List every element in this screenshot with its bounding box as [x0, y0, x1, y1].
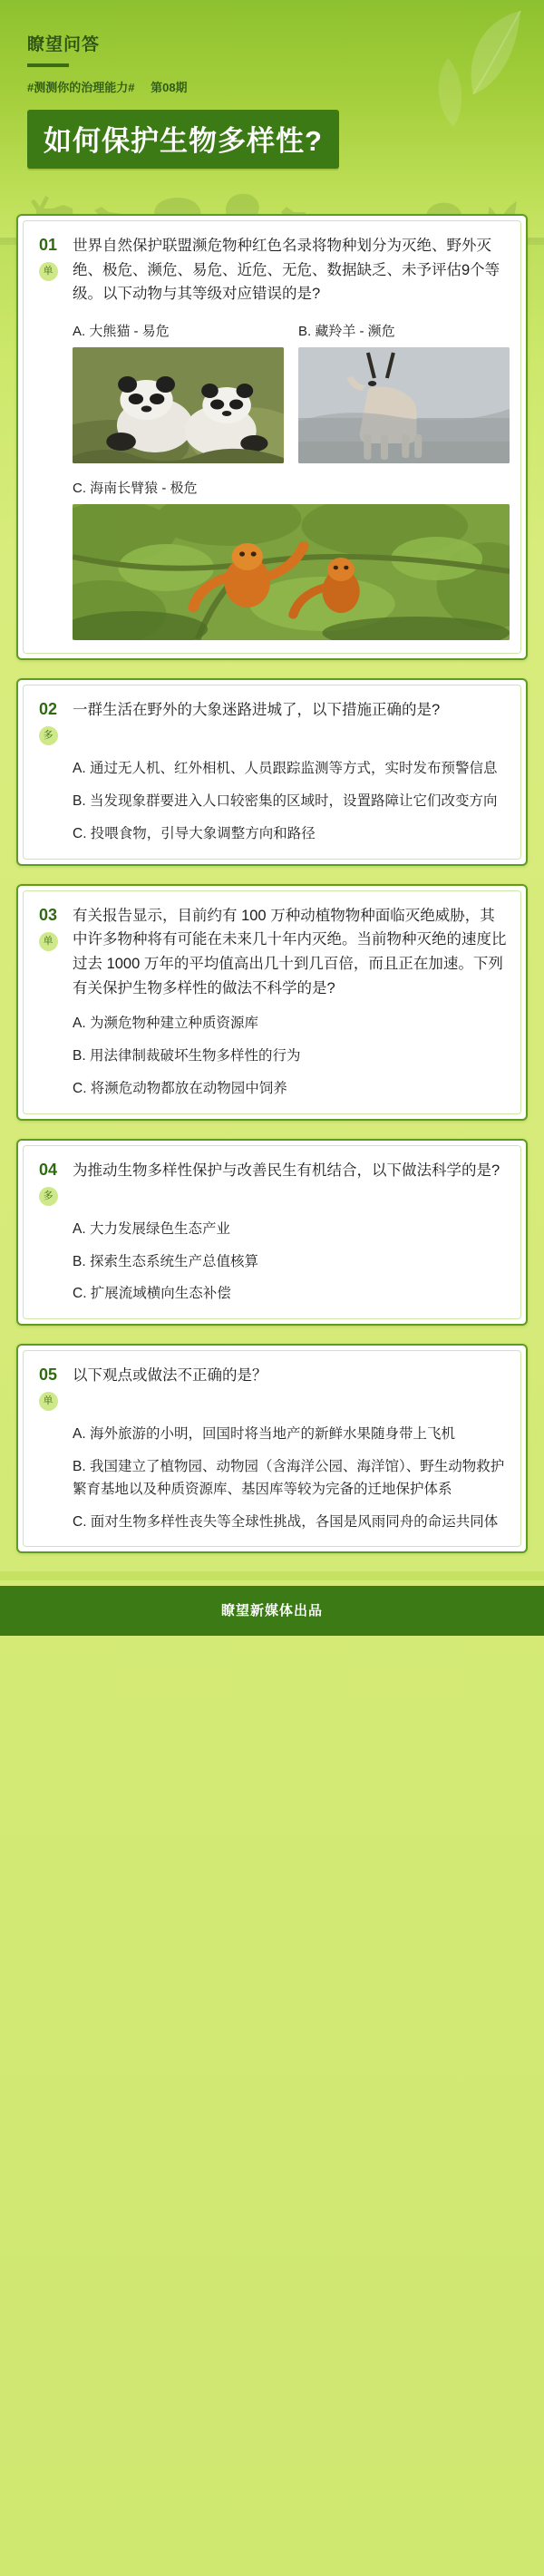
question-number: 02 — [38, 700, 58, 719]
question-header — [34, 904, 510, 1001]
option-caption: B. 藏羚羊 - 濒危 — [298, 324, 395, 340]
issue-label: 第08期 — [151, 81, 188, 94]
question-number: 03 — [38, 905, 58, 924]
antelope-photo — [298, 347, 510, 463]
option-b[interactable]: B. 探索生态系统生产总值核算 — [73, 1253, 258, 1269]
question-text: 有关报告显示，目前约有 100 万种动植物物种面临灭绝威胁，其中许多物种将有可能在未来几十年内灭绝。当前物种灭绝的速度比过去 1000 万年的平均值高出几十到几百倍，而且正在加速。下列有关保护生物多样性的做法不科学的是? — [73, 907, 507, 996]
question-header — [34, 234, 510, 306]
question-header — [34, 1159, 510, 1206]
image-options — [34, 321, 510, 640]
question-meta — [34, 234, 62, 281]
options-list — [34, 758, 510, 845]
options-list — [34, 1219, 510, 1306]
option-a[interactable]: A. 为濒危物种建立种质资源库 — [73, 1016, 258, 1032]
question-number: 05 — [38, 1366, 58, 1385]
question-type-badge: 多 — [39, 1187, 58, 1206]
question-number: 01 — [38, 236, 58, 254]
question-type-badge: 单 — [39, 262, 58, 281]
question-type-badge: 单 — [39, 1392, 58, 1411]
question-card-05 — [16, 1344, 528, 1553]
image-option-c[interactable] — [73, 478, 510, 640]
question-meta — [34, 904, 62, 951]
question-type-badge: 单 — [39, 932, 58, 951]
option-c[interactable]: C. 扩展流域横向生态补偿 — [73, 1286, 231, 1302]
page-title: 如何保护生物多样性? — [27, 110, 339, 169]
brand-name: 瞭望问答 — [27, 35, 101, 54]
option-b[interactable]: B. 当发现象群要进入人口较密集的区域时，设置路障让它们改变方向 — [73, 792, 498, 809]
brand-divider — [27, 63, 69, 67]
question-header — [34, 698, 510, 745]
question-meta — [34, 698, 62, 745]
option-a[interactable]: A. 大力发展绿色生态产业 — [73, 1220, 230, 1237]
question-number: 04 — [38, 1160, 58, 1179]
question-text: 以下观点或做法不正确的是？ — [73, 1367, 267, 1385]
option-caption: C. 海南长臂猿 - 极危 — [73, 481, 198, 497]
question-text: 为推动生物多样性保护与改善民生有机结合，以下做法科学的是? — [73, 1162, 500, 1179]
options-list — [34, 1013, 510, 1100]
question-card-02 — [16, 678, 528, 865]
option-caption: A. 大熊猫 - 易危 — [73, 324, 170, 340]
option-b[interactable]: B. 我国建立了植物园、动物园（含海洋公园、海洋馆）、野生动物救护繁育基地以及种质资源库、基因库等较为完备的迁地保护体系 — [73, 1459, 505, 1497]
image-option-a[interactable] — [73, 321, 284, 463]
image-option-row — [73, 321, 510, 463]
option-a[interactable]: A. 通过无人机、红外相机、人员跟踪监测等方式，实时发布预警信息 — [73, 761, 498, 777]
hashtag-label: #测测你的治理能力# — [27, 81, 135, 94]
question-header — [34, 1364, 510, 1411]
option-c[interactable]: C. 将濒危动物都放在动物园中饲养 — [73, 1081, 287, 1097]
question-text: 世界自然保护联盟濒危物种红色名录将物种划分为灭绝、野外灭绝、极危、濒危、易危、近危、无危、数据缺乏、未予评估9个等级。以下动物与其等级对应错误的是? — [73, 238, 500, 303]
footer-strip — [0, 1571, 544, 1580]
question-card-04 — [16, 1139, 528, 1326]
question-card-03 — [16, 884, 528, 1121]
options-list — [34, 1424, 510, 1533]
gibbon-photo — [73, 504, 510, 640]
question-text: 一群生活在野外的大象迷路进城了，以下措施正确的是? — [73, 702, 441, 719]
poster-header — [0, 0, 544, 245]
questions-container — [0, 214, 544, 1553]
leaf-decoration-icon — [430, 4, 539, 140]
option-c[interactable]: C. 投喂食物，引导大象调整方向和路径 — [73, 825, 316, 841]
option-a[interactable]: A. 海外旅游的小明，回国时将当地产的新鲜水果随身带上飞机 — [73, 1426, 455, 1443]
footer-credit: 瞭望新媒体出品 — [0, 1586, 544, 1636]
question-meta — [34, 1159, 62, 1206]
image-option-b[interactable] — [298, 321, 510, 463]
option-b[interactable]: B. 用法律制裁破坏生物多样性的行为 — [73, 1048, 301, 1064]
panda-photo — [73, 347, 284, 463]
header-subline — [27, 78, 517, 95]
option-c[interactable]: C. 面对生物多样性丧失等全球性挑战，各国是风雨同舟的命运共同体 — [73, 1513, 499, 1530]
question-meta — [34, 1364, 62, 1411]
question-type-badge: 多 — [39, 726, 58, 745]
question-card-01 — [16, 214, 528, 660]
title-wrapper — [27, 110, 339, 169]
